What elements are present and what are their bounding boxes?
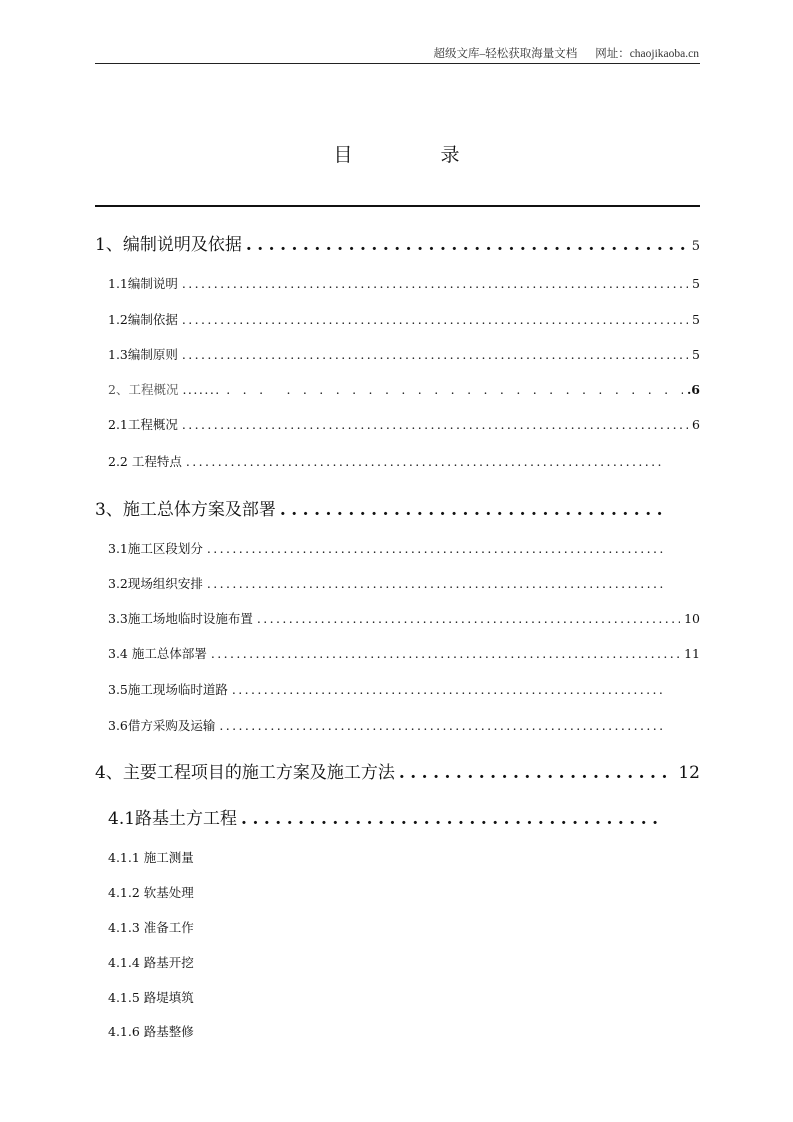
toc-leader bbox=[257, 611, 680, 626]
toc-page: 6 bbox=[692, 417, 700, 432]
title-char-2: 录 bbox=[440, 144, 460, 166]
toc-entry[interactable] bbox=[108, 848, 194, 866]
toc-entry[interactable] bbox=[108, 953, 194, 971]
toc-entry[interactable] bbox=[108, 609, 700, 627]
header-divider bbox=[95, 63, 700, 64]
toc-leader bbox=[241, 809, 663, 829]
toc-leader bbox=[399, 763, 675, 783]
toc-label: 4.1.4 路基开挖 bbox=[108, 955, 194, 970]
toc-leader bbox=[280, 500, 663, 520]
toc-label: 3.6借方采购及运输 bbox=[108, 718, 216, 733]
toc-entry[interactable] bbox=[108, 680, 675, 698]
toc-entry[interactable] bbox=[108, 988, 194, 1006]
toc-label: 1.1编制说明 bbox=[108, 276, 178, 291]
toc-leader bbox=[182, 382, 682, 397]
header-site-name: 超级文库–轻松获取海量文档 bbox=[433, 48, 578, 60]
toc-entry[interactable] bbox=[95, 495, 675, 520]
toc-label: 4.1.2 软基处理 bbox=[108, 885, 194, 900]
toc-label: 3.4 施工总体部署 bbox=[108, 646, 207, 661]
toc-leader bbox=[211, 646, 680, 661]
title-rule bbox=[95, 205, 700, 207]
toc-entry[interactable] bbox=[108, 452, 675, 470]
toc-label: 1、编制说明及依据 bbox=[95, 235, 242, 255]
toc-leader bbox=[182, 312, 688, 327]
toc-label: 2、工程概况 bbox=[108, 382, 179, 397]
toc-entry[interactable] bbox=[108, 716, 675, 734]
toc-leader bbox=[219, 718, 663, 733]
toc-label: 4.1.1 施工测量 bbox=[108, 850, 194, 865]
toc-entry[interactable] bbox=[108, 539, 675, 557]
toc-label: 4.1.5 路堤填筑 bbox=[108, 990, 194, 1005]
toc-page: 10 bbox=[684, 611, 700, 626]
toc-page: 11 bbox=[684, 646, 700, 661]
toc-leader bbox=[207, 576, 663, 591]
toc-leader bbox=[182, 276, 688, 291]
toc-leader bbox=[207, 541, 663, 556]
toc-entry[interactable] bbox=[108, 415, 700, 433]
toc-label: 3、施工总体方案及部署 bbox=[95, 500, 276, 520]
toc-entry[interactable] bbox=[108, 574, 675, 592]
toc-page: 5 bbox=[692, 312, 700, 327]
toc-label: 3.1施工区段划分 bbox=[108, 541, 203, 556]
toc-entry[interactable] bbox=[108, 310, 700, 328]
toc-entry[interactable] bbox=[108, 644, 700, 662]
header-url: 网址：chaojikaoba.cn bbox=[595, 48, 699, 60]
toc-page: 5 bbox=[692, 347, 700, 362]
toc-page: 5 bbox=[692, 276, 700, 291]
toc-leader bbox=[182, 417, 688, 432]
toc-leader bbox=[246, 235, 688, 255]
toc-label: 2.2 工程特点 bbox=[108, 454, 182, 469]
page-header bbox=[433, 45, 699, 61]
toc-entry[interactable] bbox=[95, 758, 700, 783]
page-title bbox=[0, 140, 793, 167]
toc-entry[interactable] bbox=[108, 883, 194, 901]
toc-label: 2.1工程概况 bbox=[108, 417, 178, 432]
toc-label: 4、主要工程项目的施工方案及施工方法 bbox=[95, 763, 395, 783]
toc-entry[interactable] bbox=[108, 804, 675, 829]
toc-page: 12 bbox=[678, 763, 700, 783]
toc-entry[interactable] bbox=[108, 345, 700, 363]
toc-label: 3.5施工现场临时道路 bbox=[108, 682, 228, 697]
toc-leader bbox=[186, 454, 663, 469]
toc-label: 4.1.6 路基整修 bbox=[108, 1024, 194, 1039]
toc-leader bbox=[232, 682, 663, 697]
toc-entry[interactable] bbox=[108, 1022, 194, 1040]
toc-label: 3.2现场组织安排 bbox=[108, 576, 203, 591]
toc-label: 1.2编制依据 bbox=[108, 312, 178, 327]
toc-entry[interactable] bbox=[108, 380, 700, 398]
toc-entry[interactable] bbox=[108, 274, 700, 292]
toc-leader bbox=[182, 347, 688, 362]
title-char-1: 目 bbox=[333, 144, 353, 166]
toc-label: 4.1路基土方工程 bbox=[108, 809, 238, 829]
toc-label: 4.1.3 准备工作 bbox=[108, 920, 194, 935]
toc-entry[interactable] bbox=[108, 918, 194, 936]
toc-entry[interactable] bbox=[95, 230, 700, 255]
toc-label: 1.3编制原则 bbox=[108, 347, 178, 362]
toc-page: 5 bbox=[691, 239, 700, 254]
toc-label: 3.3施工场地临时设施布置 bbox=[108, 611, 253, 626]
toc-page: .6 bbox=[686, 382, 700, 397]
